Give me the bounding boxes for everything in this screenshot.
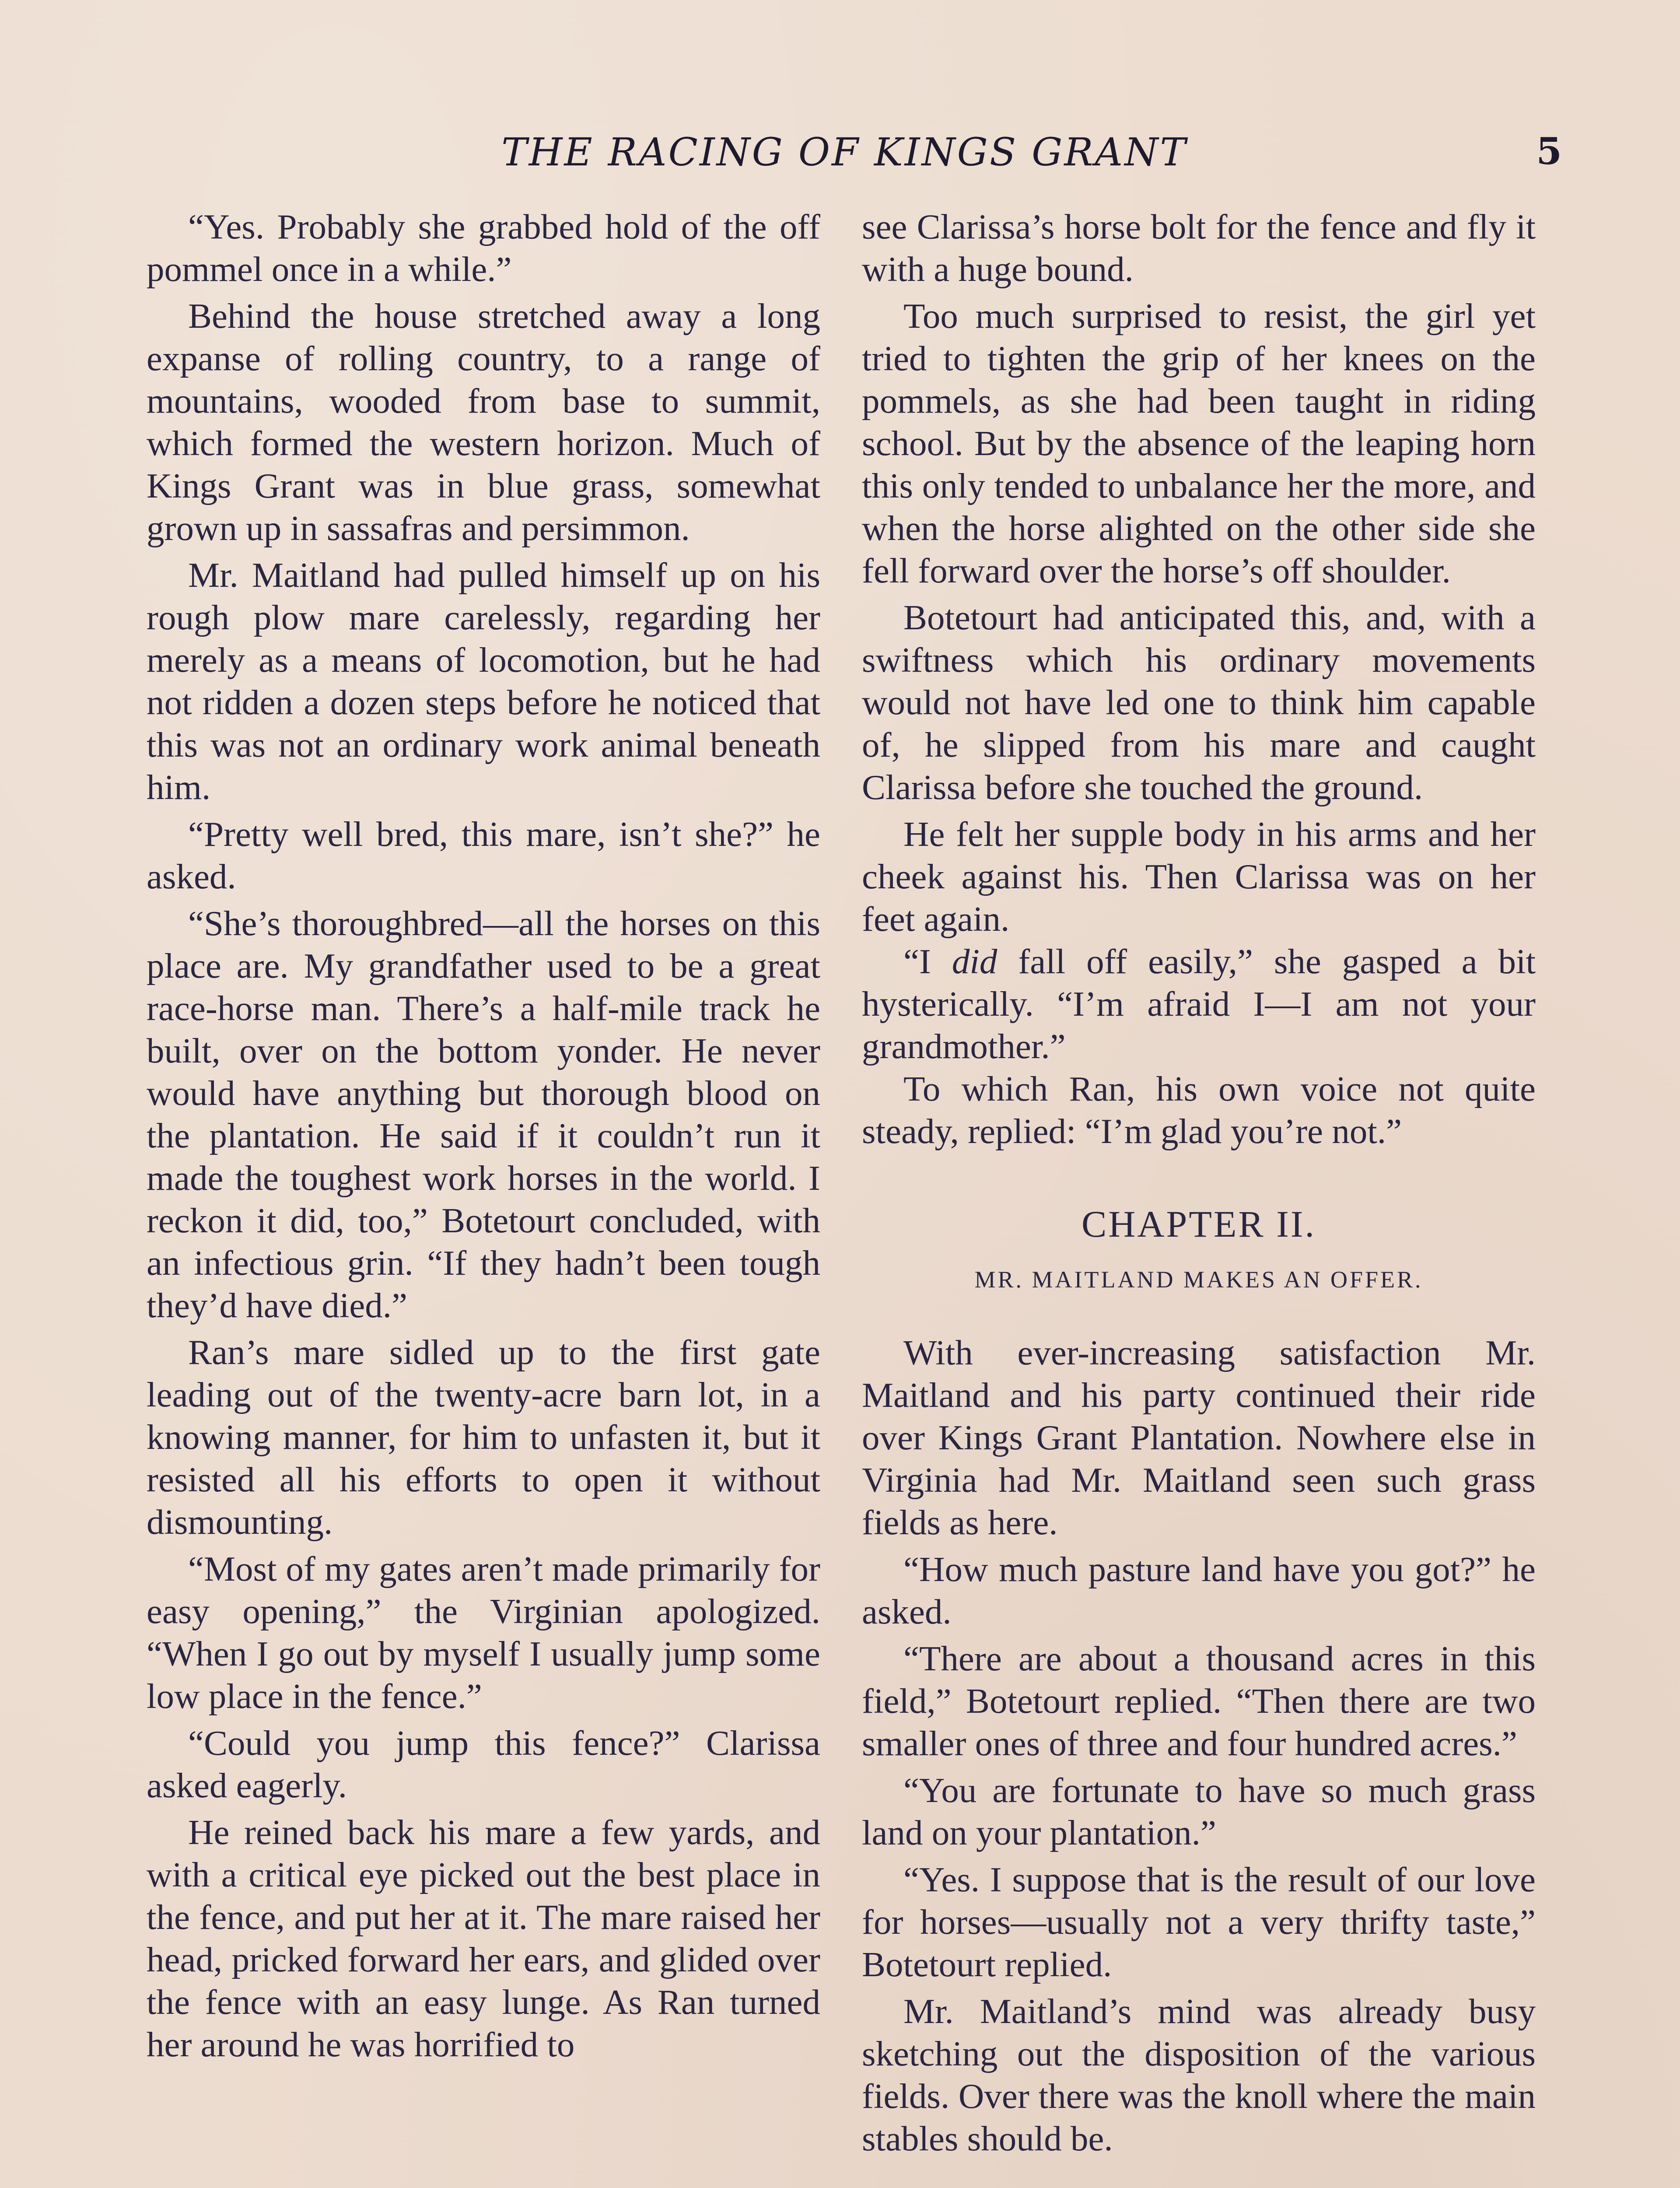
paragraph: “You are fortunate to have so much grass land on your plantation.” — [862, 1771, 1536, 1852]
running-title: THE RACING OF KINGS GRANT — [501, 130, 1187, 175]
paragraph: see Clarissa’s horse bolt for the fence and fly it with a huge bound. — [862, 207, 1536, 289]
paragraph: Mr. Maitland had pulled himself up on his rough plow mare carelessly, regarding her merely as a means of locomotion, but he had not ridden a dozen steps before he noticed that this was not an ordinary work animal beneath him. — [147, 555, 820, 807]
text-run: fall off easily,” she gasped a bit hysterically. “I’m afraid I—I am not your grandmother.” — [862, 942, 1536, 1066]
paragraph: Botetourt had anticipated this, and, with a swiftness which his ordinary movements would not have led one to think him capable of, he slipped from his mare and caught Clarissa before she touched the ground. — [862, 598, 1536, 807]
paragraph: “Pretty well bred, this mare, isn’t she?” he asked. — [147, 814, 820, 896]
paragraph: “How much pasture land have you got?” he asked. — [862, 1550, 1536, 1631]
paragraph: “Most of my gates aren’t made primarily for easy opening,” the Virginian apologized. “When I go out by myself I usually jump some low place in the fence.” — [147, 1549, 820, 1716]
paragraph: Mr. Maitland’s mind was already busy sketching out the disposition of the various fields. Over there was the knoll where the main stables should be. — [862, 1992, 1536, 2158]
chapter-title: CHAPTER II. — [1081, 1203, 1316, 1245]
chapter-subtitle: MR. MAITLAND MAKES AN OFFER. — [974, 1266, 1423, 1293]
paragraph: “Could you jump this fence?” Clarissa asked eagerly. — [147, 1723, 820, 1805]
page-number: 5 — [1536, 130, 1562, 173]
text-run: “I — [903, 942, 952, 981]
right-column-opening — [862, 206, 1536, 940]
right-column — [862, 206, 1536, 2160]
paragraph: “Yes. I suppose that is the result of our love for horses—usually not a very thrifty taste,” Botetourt replied. — [862, 1860, 1536, 1984]
paragraph: Behind the house stretched away a long expanse of rolling country, to a range of mountains, wooded from base to summit, which formed the western horizon. Much of Kings Grant was in blue grass, somewhat grown up in sassafras and persimmon. — [147, 296, 820, 548]
paragraph: He reined back his mare a few yards, and with a critical eye picked out the best place in the fence, and put her at it. The mare raised her head, pricked forward her ears, and glided over the fence with an easy lunge. As Ran turned her around he was horrified to — [147, 1813, 820, 2064]
paragraph: “She’s thoroughbred—all the horses on this place are. My grandfather used to be a great race-horse man. There’s a half-mile track he built, over on the bottom yonder. He never would have anything but thorough blood on the plantation. He said if it couldn’t run it made the toughest work horses in the world. I reckon it did, too,” Botetourt concluded, with an infectious grin. “If they hadn’t been tough they’d have died.” — [147, 904, 820, 1325]
right-column-chapter-end — [862, 1068, 1536, 1153]
paragraph: Ran’s mare sidled up to the first gate leading out of the twenty-acre barn lot, in a knowing manner, for him to unfasten it, but it resisted all his efforts to open it without dismounting. — [147, 1332, 820, 1542]
paragraph — [862, 940, 1536, 1068]
paragraph: Too much surprised to resist, the girl yet tried to tighten the grip of her knees on the pommels, as she had been taught in riding school. But by the absence of the leaping horn this only tended to unbalance her the more, and when the horse alighted on the other side she fell forward over the horse’s off shoulder. — [862, 296, 1536, 590]
paragraph: “Yes. Probably she grabbed hold of the off pommel once in a while.” — [147, 207, 820, 289]
left-column — [147, 206, 820, 2066]
emphasized-word: did — [952, 942, 998, 981]
paragraph: He felt her supple body in his arms and her cheek against his. Then Clarissa was on her feet again. — [862, 814, 1536, 939]
paragraph: To which Ran, his own voice not quite steady, replied: “I’m glad you’re not.” — [862, 1069, 1536, 1151]
paragraph: With ever-increasing satisfaction Mr. Maitland and his party continued their ride over Kings Grant Plantation. Nowhere else in Virginia had Mr. Maitland seen such grass fields as here. — [862, 1333, 1536, 1542]
right-column-new-chapter — [862, 1332, 1536, 2160]
paragraph: “There are about a thousand acres in this field,” Botetourt replied. “Then there are two smaller ones of three and four hundred acres.” — [862, 1639, 1536, 1763]
